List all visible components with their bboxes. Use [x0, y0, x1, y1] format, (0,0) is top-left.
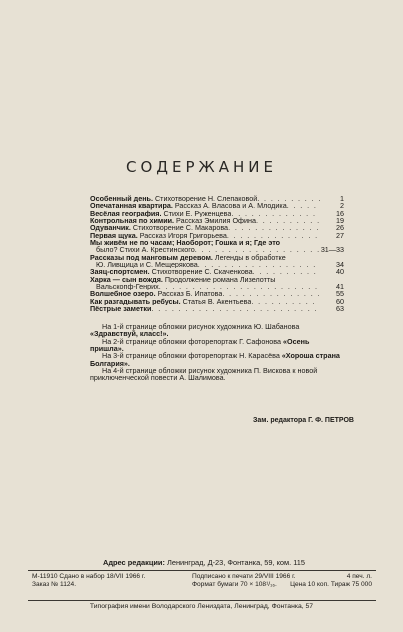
toc-entry-title: Особенный день. — [90, 195, 153, 203]
toc-leader-dots — [151, 305, 320, 312]
toc-entry-description: Вальскопф-Генрих — [96, 283, 159, 291]
toc-entry-text — [90, 210, 231, 217]
address-label: Адрес редакции: — [103, 558, 165, 567]
toc-leader-dots — [253, 268, 320, 275]
imprint-row — [32, 581, 372, 589]
deputy-editor-credit: Зам. редактора Г. Ф. ПЕТРОВ — [253, 417, 354, 424]
toc-entry-text — [96, 246, 195, 253]
toc-row — [90, 246, 344, 253]
cover-note — [90, 323, 344, 338]
toc-row — [90, 202, 344, 209]
toc-row — [90, 268, 344, 275]
toc-entry-description: Продолжение романа Лизелотты — [162, 275, 276, 284]
toc-page-number: 26 — [336, 223, 344, 233]
toc-page-number: 27 — [336, 230, 344, 240]
toc-row — [90, 276, 344, 283]
imprint-top-rule — [28, 570, 376, 571]
address-value: Ленинград, Д-23, Фонтанка, 59, ком. 115 — [164, 558, 306, 567]
cover-notes — [90, 323, 344, 382]
cover-note-text: На 3-й странице обложки фоторепортаж Н. Карасёва — [102, 351, 282, 361]
toc-leader-dots — [228, 224, 320, 231]
toc-entry-title: Весёлая география. — [90, 209, 162, 218]
editorial-address — [103, 558, 305, 567]
toc-entry-text — [90, 217, 256, 224]
cover-note — [90, 338, 344, 353]
toc-page-number: 55 — [336, 289, 344, 299]
toc-leader-dots — [222, 290, 320, 297]
toc-row — [90, 217, 344, 224]
toc-entry-text — [90, 202, 287, 209]
toc-entry-description: Рассказ Игоря Григорьева — [137, 231, 227, 240]
toc-entry-text — [90, 268, 253, 275]
toc-row — [90, 210, 344, 217]
toc-page-number: 40 — [336, 267, 344, 277]
cover-note — [90, 367, 344, 382]
toc-page-number: 63 — [336, 304, 344, 314]
toc-entry-description: было? Стихи А. Крестинского — [96, 246, 195, 254]
toc-leader-dots — [195, 246, 320, 253]
imprint-cell: М-11910 Сдано в набор 18/VII 1966 г. — [32, 573, 146, 580]
cover-note-title: «Здравствуй, класс!». — [90, 329, 169, 339]
toc-entry-text — [90, 305, 151, 312]
toc-leader-dots — [159, 283, 320, 290]
toc-entry-title: Опечатанная квартира. — [90, 202, 173, 210]
toc-entry-title: Пёстрые заметки — [90, 305, 152, 313]
imprint-cell: Подписано к печати 29/VIII 1966 г. — [192, 573, 296, 580]
toc-page-number: 31—33 — [320, 245, 344, 255]
imprint-cell: Заказ № 1124. — [32, 581, 77, 589]
toc-entry-description: Ю. Ливщица и С. Мещерякова — [96, 261, 198, 269]
toc-entry-text — [90, 276, 275, 283]
cover-note-text: На 1-й странице обложки рисунок художника Ю. Шабанова — [102, 322, 300, 331]
toc-row — [90, 305, 344, 312]
toc-entry-description: Стихотворение Н. Слепаковой — [152, 195, 258, 203]
toc-leader-dots — [251, 298, 320, 305]
toc-page-number: 41 — [336, 282, 344, 292]
toc-leader-dots — [287, 202, 320, 209]
toc-entry-description: Статья В. Акентьева — [180, 297, 252, 306]
toc-leader-dots — [227, 232, 320, 239]
toc-entry-description: Легенды в обработке — [212, 253, 286, 262]
toc-page-number: 19 — [336, 216, 344, 226]
toc-entry-description: Стихи Е. Руженцева — [161, 209, 232, 218]
toc-entry-title: Харка — сын вождя. — [90, 275, 163, 284]
cover-note-text: На 2-й странице обложки фоторепортаж Г. Сафонова — [102, 336, 284, 346]
toc-row — [90, 232, 344, 239]
toc-entry-text — [90, 298, 251, 305]
cover-note-title: «Хороша страна Болгария». — [90, 351, 340, 368]
toc-row — [90, 195, 344, 202]
toc-row — [90, 224, 344, 231]
contents-heading: СОДЕРЖАНИЕ — [126, 158, 277, 176]
toc-entry-text — [90, 195, 257, 202]
printing-house: Типография имени Володарского Лениздата, Ленинград, Фонтанка, 57 — [89, 603, 314, 610]
cover-note — [90, 352, 344, 367]
toc-entry-text — [96, 261, 198, 268]
toc-entry-text — [90, 254, 286, 261]
toc-leader-dots — [257, 195, 320, 202]
toc-entry-text — [90, 224, 228, 231]
toc-entry-description: Стихотворение С. Макарова — [130, 224, 229, 232]
toc-entry-text — [90, 290, 222, 297]
toc-row — [90, 261, 344, 268]
toc-leader-dots — [198, 261, 320, 268]
table-of-contents — [90, 195, 344, 313]
toc-row — [90, 254, 344, 261]
imprint-block — [32, 573, 372, 590]
toc-entry-text — [90, 232, 227, 239]
toc-entry-title: Одуванчик. — [90, 224, 131, 232]
toc-row — [90, 283, 344, 290]
imprint-cell: 4 печ. л. — [346, 573, 372, 580]
toc-entry-title: Мы живём не по часам; Наоборот; Гошка и я; Где это — [90, 239, 281, 247]
imprint-cell: Цена 10 коп. Тираж 75 000 — [290, 581, 372, 589]
toc-entry-description: Рассказ Эмилия Офина — [174, 217, 256, 225]
toc-entry-title: Рассказы под манговым деревом. — [90, 253, 213, 262]
toc-leader-dots — [231, 210, 320, 217]
toc-entry-description: Стихотворение С. Скаченкова — [149, 268, 253, 276]
toc-entry-title: Контрольная по химии. — [90, 217, 175, 225]
imprint-bottom-rule — [28, 600, 376, 601]
toc-entry-description: Рассказ А. Власова и А. Млодика — [172, 202, 287, 210]
imprint-cell: Формат бумаги 70 × 108¹/₁₆. — [192, 581, 277, 589]
toc-entry-description: Рассказ Б. Ипатова — [155, 290, 223, 298]
cover-note-title: «Осень пришла». — [90, 336, 310, 354]
toc-entry-title: Волшебное озеро. — [90, 290, 156, 298]
toc-leader-dots — [256, 217, 320, 224]
toc-row — [90, 290, 344, 297]
toc-page-number: 34 — [336, 260, 344, 270]
toc-page-number: 1 — [340, 194, 344, 203]
toc-row — [90, 298, 344, 305]
toc-entry-text — [90, 239, 280, 246]
toc-entry-title: Первая щука. — [90, 231, 138, 240]
toc-entry-title: Как разгадывать ребусы. — [90, 297, 181, 306]
toc-page-number: 2 — [340, 201, 344, 211]
toc-entry-text — [96, 283, 159, 290]
toc-row — [90, 239, 344, 246]
toc-page-number: 16 — [336, 208, 344, 218]
cover-note-text: На 4-й странице обложки рисунок художника П. Вискова к новой приключенческой повести А. Шалимова. — [90, 366, 318, 383]
toc-page-number: 60 — [336, 296, 344, 306]
toc-entry-title: Заяц-спортсмен. — [90, 268, 150, 276]
